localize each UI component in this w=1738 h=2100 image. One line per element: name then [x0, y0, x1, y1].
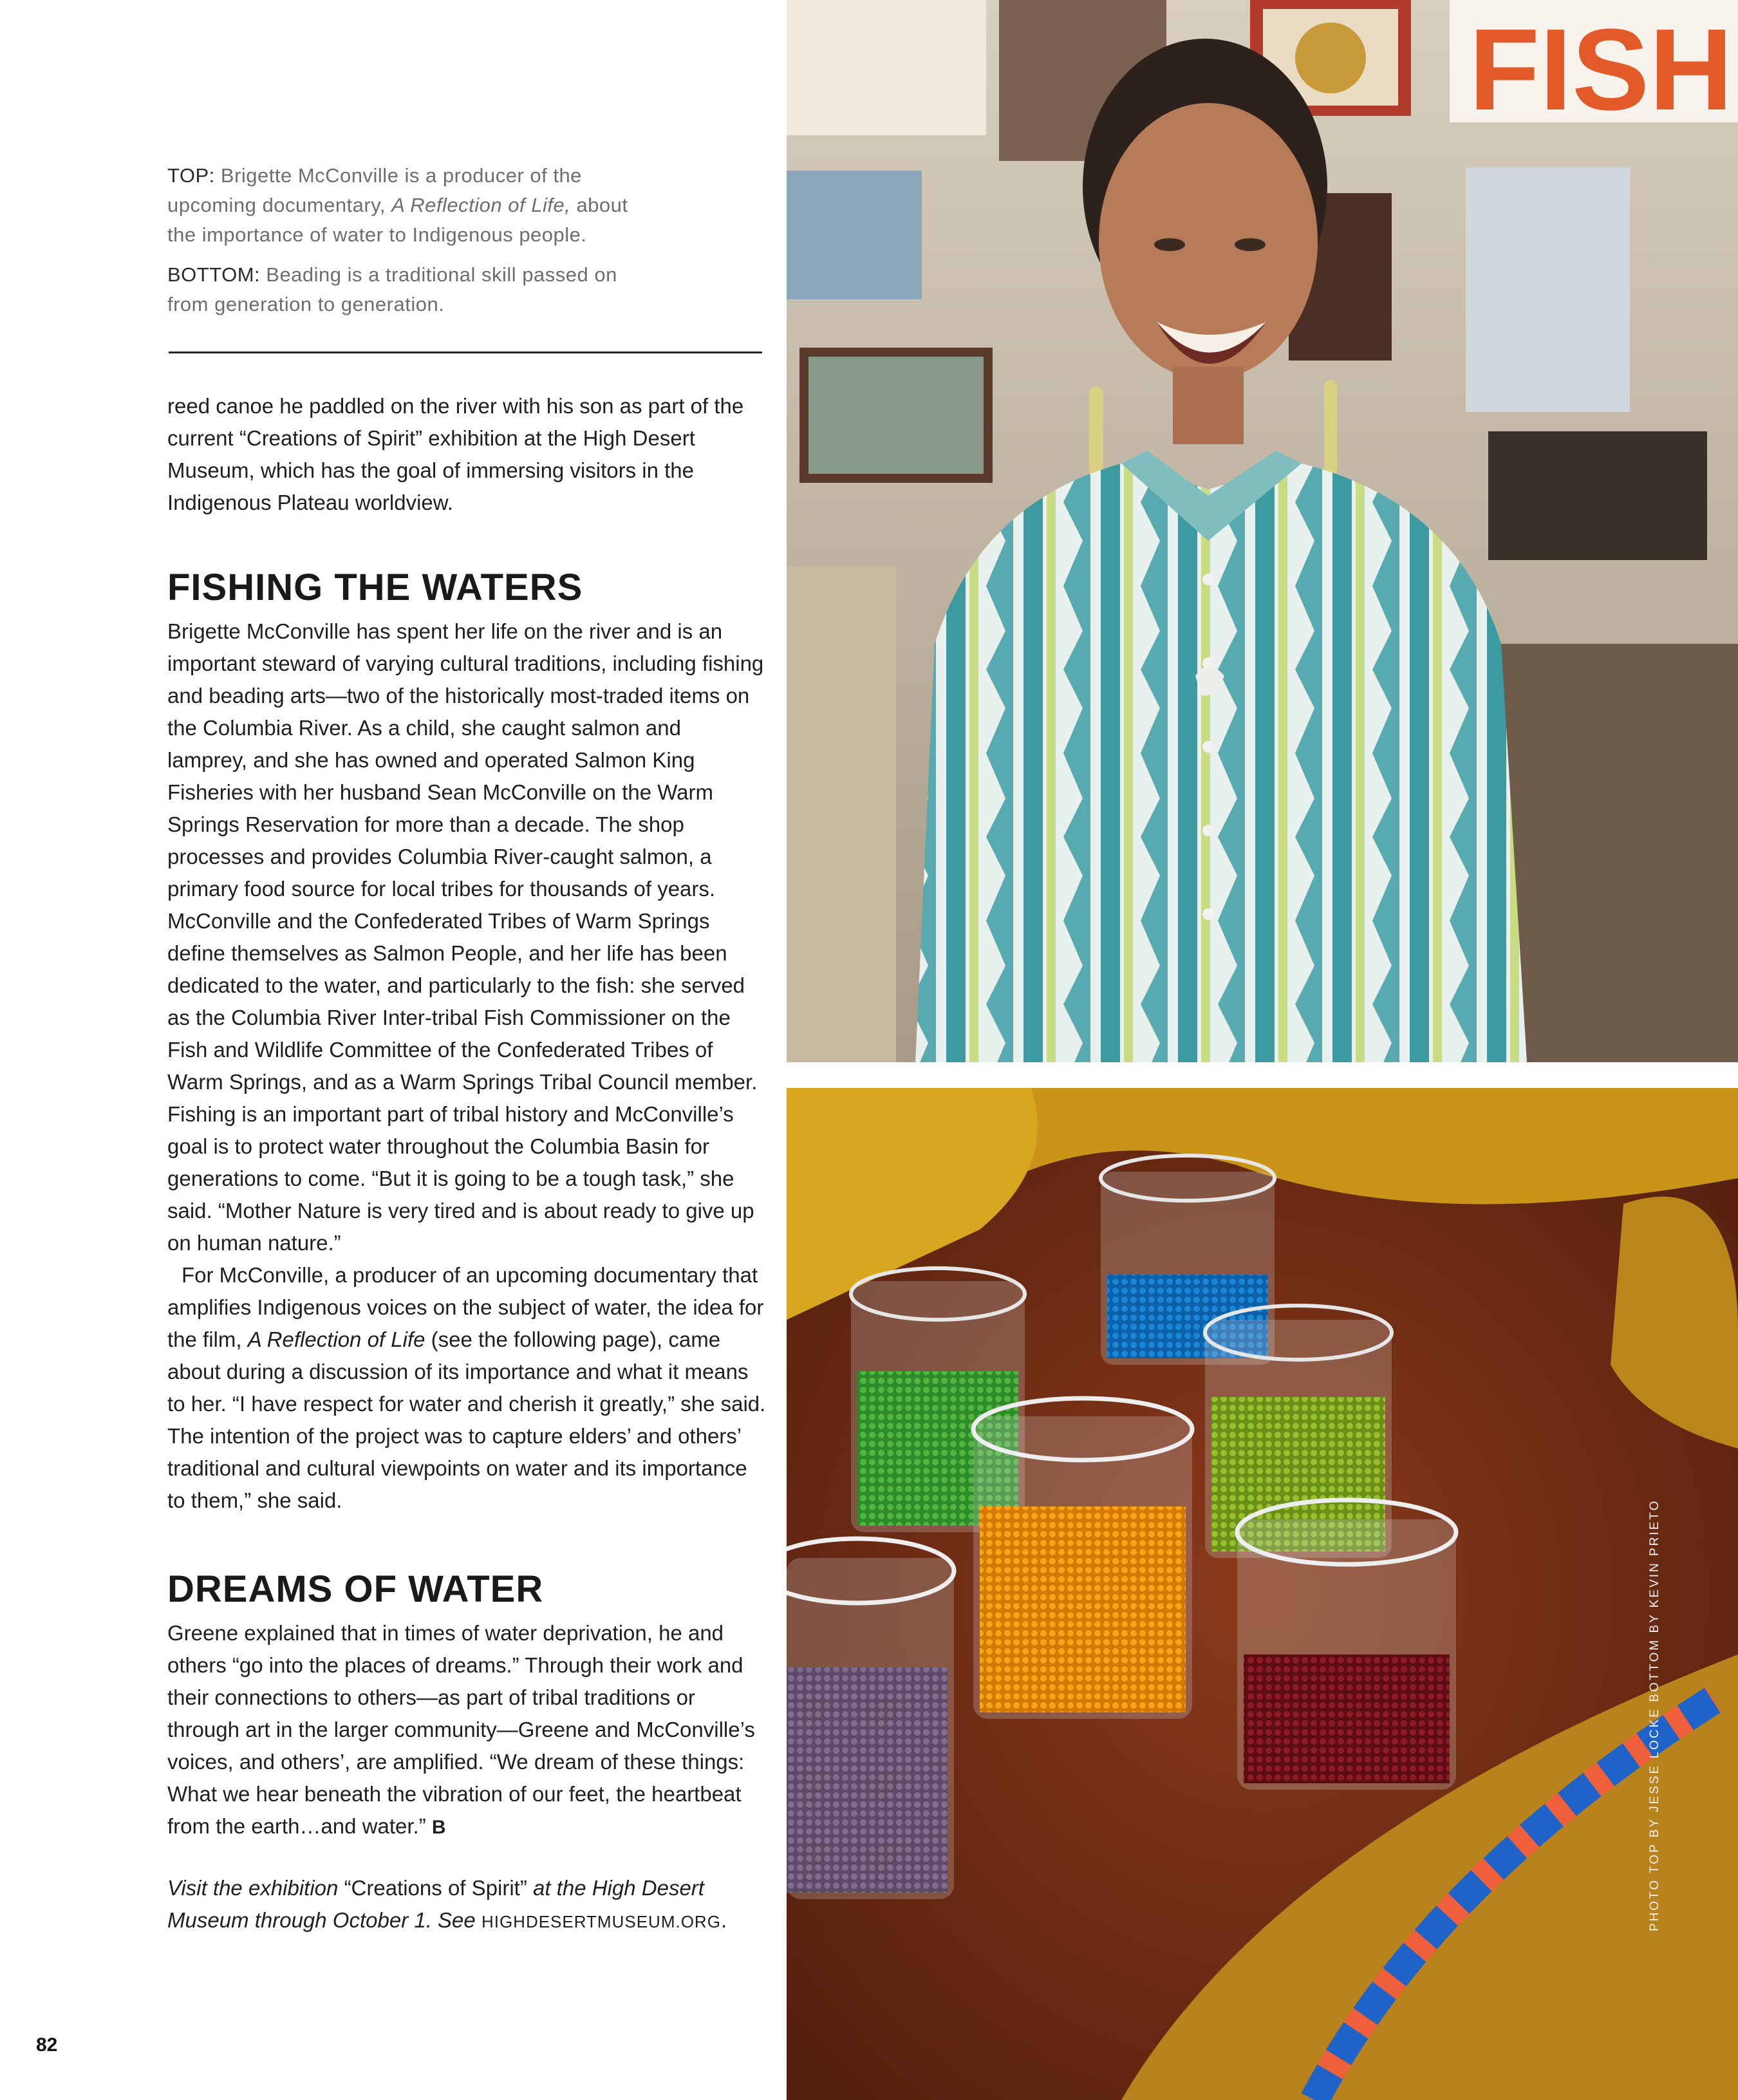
- caption-top: [167, 161, 657, 250]
- end-mark-icon: B: [431, 1817, 446, 1838]
- fishing-p2-film-title: A Reflection of Life: [247, 1327, 425, 1351]
- caption-top-label: TOP:: [167, 164, 215, 187]
- section-heading-fishing: FISHING THE WATERS: [167, 567, 583, 608]
- jar-orange: [973, 1398, 1192, 1719]
- visit-italic-b: at the High Desert Museum through October 1. See: [167, 1876, 704, 1932]
- visit-note: [167, 1872, 766, 1938]
- jar-purple: [787, 1539, 954, 1899]
- portrait-illustration: [787, 0, 1738, 1062]
- fishing-p2-text-b: (see the following page), came about during a discussion of its importance and what it means to her. “I have respect for water and cherish it greatly,” she said. The intention of the project was to capture elders’ and others’ traditional and cultural viewpoints on water and its importance to them,” she said.: [167, 1327, 766, 1512]
- dreams-paragraph-1: [167, 1617, 766, 1844]
- intro-text: reed canoe he paddled on the river with his son as part of the current “Creations of Spirit” exhibition at the High Desert Museum, which has the goal of immersing visitors in the Indigenous Plateau worldview.: [167, 394, 744, 514]
- caption-top-title: A Reflection of Life,: [391, 194, 571, 216]
- caption-bottom-text: Beading is a traditional skill passed on from generation to generation.: [167, 263, 617, 315]
- page-number: 82: [36, 2034, 58, 2056]
- visit-tail: .: [720, 1908, 727, 1932]
- section-dreams-body: [167, 1617, 766, 1844]
- beads-illustration: [787, 1088, 1738, 2100]
- visit-url-link[interactable]: HIGHDESERTMUSEUM.ORG: [481, 1912, 721, 1931]
- jar-red: [1237, 1500, 1456, 1790]
- sign-fish-text: FISH: [1469, 5, 1733, 135]
- intro-paragraph: [167, 390, 766, 519]
- caption-top-text-a: Brigette McConville is a producer of the upcoming documentary,: [167, 164, 582, 216]
- photo-credit: PHOTO TOP BY JESSE LOCKE BOTTOM BY KEVIN PRIETO: [1648, 1499, 1661, 1931]
- caption-divider: [169, 352, 762, 353]
- visit-exhibit-name: “Creations of Spirit”: [344, 1876, 527, 1900]
- section-fishing-body: [167, 615, 766, 1517]
- fishing-paragraph-1: Brigette McConville has spent her life on the river and is an important steward of varying cultural traditions, including fishing and beading arts—two of the historically most-traded items on the Columbia River. As a child, she caught salmon and lamprey, and she has owned and operated Salmon King Fisheries with her husband Sean McConville on the Warm Springs Reservation for more than a decade. The shop processes and provides Columbia River-caught salmon, a primary food source for local tribes for thousands of years. McConville and the Confederated Tribes of Warm Springs define themselves as Salmon People, and her life has been dedicated to the water, and particularly to the fish: she served as the Columbia River Inter-tribal Fish Commissioner on the Fish and Wildlife Committee of the Confederated Tribes of Warm Springs, and as a Warm Springs Tribal Council member. Fishing is an important part of tribal history and McConville’s goal is to protect water throughout the Columbia Basin for generations to come. “But it is going to be a tough task,” she said. “Mother Nature is very tired and is about ready to give up on human nature.”: [167, 619, 764, 1255]
- fishing-p2-text-a: For McConville, a producer of an upcoming documentary that amplifies Indigenous voices on the subject of water, the idea for the film,: [167, 1263, 764, 1351]
- caption-top-text-b: about the importance of water to Indigenous people.: [167, 194, 628, 246]
- visit-italic-a: Visit the exhibition: [167, 1876, 344, 1900]
- caption-bottom-label: BOTTOM:: [167, 263, 261, 286]
- photo-caption: [167, 161, 657, 330]
- dreams-p1-text: Greene explained that in times of water deprivation, he and others “go into the places of dreams.” Through their work and their connections to others—as part of tribal traditions or through art in the larger community—Greene and McConville’s voices, and others’, are amplified. “We dream of these things: What we hear beneath the vibration of our feet, the heartbeat from the earth…and water.”: [167, 1621, 755, 1838]
- fishing-paragraph-2: [167, 1259, 766, 1517]
- caption-bottom: [167, 260, 657, 319]
- section-heading-dreams: DREAMS OF WATER: [167, 1568, 544, 1610]
- photo-portrait: [787, 0, 1738, 1062]
- photo-beads: [787, 1088, 1738, 2100]
